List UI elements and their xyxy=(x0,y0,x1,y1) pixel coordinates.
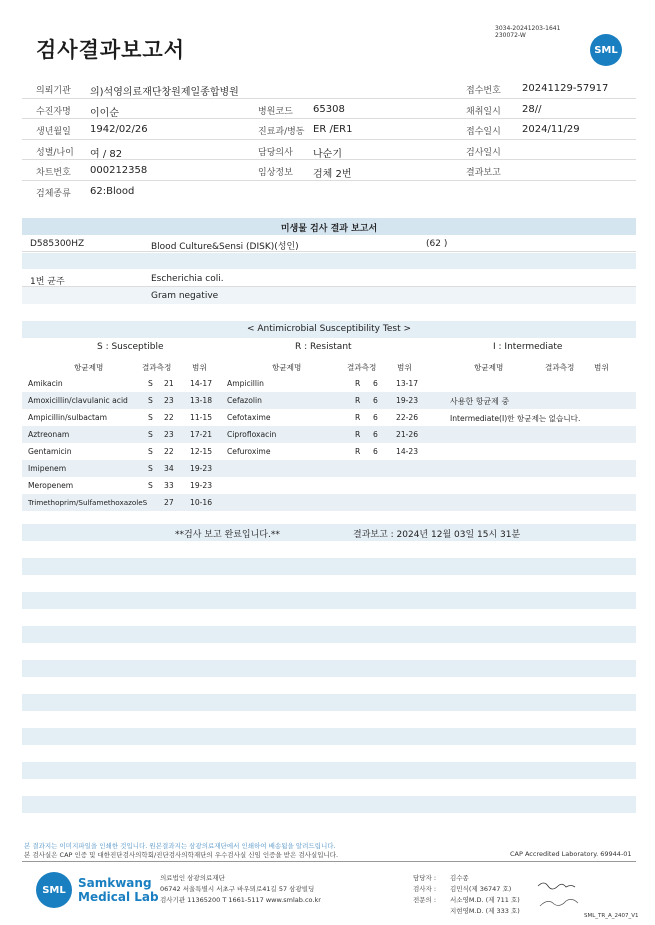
ast-row xyxy=(22,443,636,460)
info-label: 수진자명 xyxy=(36,106,71,117)
footer-divider xyxy=(22,861,636,862)
info-label: 병원코드 xyxy=(258,106,293,117)
report-title: 검사결과보고서 xyxy=(36,38,186,62)
drug-range: 13-18 xyxy=(190,396,213,405)
drug-name: Ampicillin/sulbactam xyxy=(28,413,108,422)
drug-range: 21-26 xyxy=(396,430,419,439)
ast-row xyxy=(22,392,636,409)
info-label: 차트번호 xyxy=(36,168,71,178)
gram-stain: Gram negative xyxy=(151,291,219,301)
info-label: 성별/나이 xyxy=(36,147,74,158)
blank-bar xyxy=(22,728,636,745)
col-header-range: 범위 xyxy=(397,363,412,372)
drug-name: Cefazolin xyxy=(227,396,262,405)
drug-value: 21 xyxy=(164,379,174,388)
section-title: 미생물 검사 결과 보고서 xyxy=(280,224,378,234)
blank-bar xyxy=(22,694,636,711)
section-header-bar xyxy=(22,218,636,235)
brand-line-2: Medical Lab xyxy=(78,890,159,904)
ast-row xyxy=(22,494,636,511)
info-label: 생년월일 xyxy=(36,127,71,137)
info-value: 1942/02/26 xyxy=(90,124,148,135)
drug-name: Trimethoprim/SulfamethoxazoleS xyxy=(28,498,148,507)
info-value: 이이순 xyxy=(90,107,119,119)
drug-range: 19-23 xyxy=(190,481,213,490)
drug-name: Aztreonam xyxy=(28,430,70,439)
drug-value: 27 xyxy=(164,498,174,507)
ast-row xyxy=(22,426,636,443)
drug-name: Cefotaxime xyxy=(227,413,271,422)
info-value: 000212358 xyxy=(90,165,148,176)
blank-bar xyxy=(22,592,636,609)
test-name: Blood Culture&Sensi (DISK)(성인) xyxy=(151,242,299,252)
ast-row xyxy=(22,375,636,392)
org-contact: 검사기관 11365200 T 1661-5117 www.smlab.co.kr xyxy=(160,896,321,904)
drug-name: Meropenem xyxy=(28,481,74,490)
col-header-drug: 항균제명 xyxy=(474,363,504,372)
staff-role: 담당자 : xyxy=(413,874,437,882)
sml-logo-icon: SML xyxy=(590,34,622,66)
blank-bar xyxy=(22,660,636,677)
info-value: 2024/11/29 xyxy=(522,124,580,135)
drug-range: 13-17 xyxy=(396,379,419,388)
test-number: (62 ) xyxy=(426,239,448,249)
intermediate-note-2: Intermediate(I)한 항균제는 없습니다. xyxy=(450,414,581,423)
drug-value: 22 xyxy=(164,447,174,456)
col-header-result: 결과측정 xyxy=(545,363,575,372)
report-time: 결과보고 : 2024년 12월 03일 15시 31분 xyxy=(353,530,521,540)
info-value: 나순기 xyxy=(313,148,342,160)
legend-intermediate: I : Intermediate xyxy=(493,342,563,352)
drug-range: 19-23 xyxy=(190,464,213,473)
col-header-result: 결과측정 xyxy=(347,363,377,372)
ast-header-row xyxy=(22,358,636,375)
info-value: ER /ER1 xyxy=(313,124,353,135)
drug-result: S xyxy=(148,396,153,405)
col-header-range: 범위 xyxy=(594,363,609,372)
drug-range: 22-26 xyxy=(396,413,419,422)
drug-range: 10-16 xyxy=(190,498,213,507)
drug-name: Cefuroxime xyxy=(227,447,271,456)
ast-row xyxy=(22,460,636,477)
info-value: 의)석영의료재단창원제일종합병원 xyxy=(90,87,239,98)
drug-value: 6 xyxy=(373,447,378,456)
info-label: 채취일시 xyxy=(466,106,501,117)
organism-name: Escherichia coli. xyxy=(151,274,224,284)
drug-range: 19-23 xyxy=(396,396,419,405)
info-value: 65308 xyxy=(313,103,345,115)
info-row xyxy=(22,78,636,99)
drug-value: 33 xyxy=(164,481,174,490)
staff-name: 김민식(제 36747 호) xyxy=(450,885,512,893)
drug-result: R xyxy=(355,413,361,422)
drug-value: 6 xyxy=(373,396,378,405)
legend-susceptible: S : Susceptible xyxy=(97,342,164,352)
test-row xyxy=(22,235,636,252)
info-row xyxy=(22,160,636,181)
col-header-range: 범위 xyxy=(192,363,207,372)
drug-result: R xyxy=(355,379,361,388)
blank-bar xyxy=(22,253,636,269)
info-label: 검체종류 xyxy=(36,188,71,199)
col-header-drug: 항균제명 xyxy=(74,363,104,372)
blank-bar xyxy=(22,558,636,575)
drug-name: Ampicillin xyxy=(227,379,264,388)
patient-info-table xyxy=(22,78,636,201)
info-label: 진료과/병동 xyxy=(258,127,305,137)
doc-code-line-1: 3034-20241203-1641 xyxy=(495,25,561,32)
sml-footer-logo-icon: SML xyxy=(36,872,72,908)
drug-range: 11-15 xyxy=(190,413,213,422)
drug-value: 23 xyxy=(164,430,174,439)
drug-result: S xyxy=(148,379,153,388)
info-row xyxy=(22,140,636,161)
drug-name: Amikacin xyxy=(28,379,63,388)
test-code: D585300HZ xyxy=(30,239,85,249)
blank-bar xyxy=(22,796,636,813)
drug-value: 23 xyxy=(164,396,174,405)
ast-row xyxy=(22,477,636,494)
blank-bar xyxy=(22,626,636,643)
drug-value: 6 xyxy=(373,379,378,388)
info-label: 의뢰기관 xyxy=(36,86,71,96)
signature-image xyxy=(535,878,595,912)
form-code: SML_TR_A_2407_V1 xyxy=(584,913,639,919)
drug-result: R xyxy=(355,447,361,456)
info-label: 접수번호 xyxy=(466,86,501,96)
staff-name: 서소영M.D. (제 711 호) xyxy=(450,896,520,904)
info-value: 20241129-57917 xyxy=(522,83,609,94)
drug-range: 14-17 xyxy=(190,379,213,388)
drug-value: 34 xyxy=(164,464,174,473)
ast-title-bar xyxy=(22,321,636,338)
info-label: 결과보고 xyxy=(466,168,501,178)
drug-value: 6 xyxy=(373,430,378,439)
drug-range: 14-23 xyxy=(396,447,419,456)
footer-notice-1: 본 결과지는 이미지파일을 인쇄한 것입니다. 원본결과지는 삼광의료재단에서 인쇄하여 배송됨을 알려드립니다. xyxy=(24,842,336,850)
drug-result: R xyxy=(355,396,361,405)
drug-name: Amoxicillin/clavulanic acid xyxy=(28,396,128,405)
cap-accreditation: CAP Accredited Laboratory. 69944-01 xyxy=(510,850,632,858)
info-row xyxy=(22,119,636,140)
col-header-drug: 항균제명 xyxy=(272,363,302,372)
drug-result: S xyxy=(148,430,153,439)
org-address: 06742 서울특별시 서초구 바우뫼로41길 57 삼광빌딩 xyxy=(160,885,315,893)
doc-code-line-2: 230072-W xyxy=(495,32,526,39)
info-label: 담당의사 xyxy=(258,147,293,158)
ast-row xyxy=(22,409,636,426)
info-row xyxy=(22,181,636,202)
organism-label: 1번 균주 xyxy=(30,277,65,287)
info-value: 28// xyxy=(522,103,542,115)
drug-name: Ciprofloxacin xyxy=(227,430,277,439)
drug-range: 12-15 xyxy=(190,447,213,456)
info-label: 검사일시 xyxy=(466,147,501,158)
staff-name: 김수종 xyxy=(450,874,469,882)
drug-result: S xyxy=(148,413,153,422)
info-row xyxy=(22,99,636,120)
drug-name: Gentamicin xyxy=(28,447,72,456)
organism-row xyxy=(22,270,636,287)
info-value: 검체 2번 xyxy=(313,169,352,180)
legend-resistant: R : Resistant xyxy=(295,342,352,352)
completion-text: **검사 보고 완료입니다.** xyxy=(175,530,280,540)
drug-result: R xyxy=(355,430,361,439)
drug-result: S xyxy=(148,447,153,456)
gram-row xyxy=(22,287,636,304)
info-label: 접수일시 xyxy=(466,127,501,137)
org-name: 의료법인 삼광의료재단 xyxy=(160,874,225,882)
staff-role: 검사자 : xyxy=(413,885,437,893)
completion-bar xyxy=(22,524,636,541)
brand-name xyxy=(78,876,159,904)
info-value: 여 / 82 xyxy=(90,148,123,160)
info-value: 62:Blood xyxy=(90,185,135,197)
staff-name: 지현영M.D. (제 333 호) xyxy=(450,907,520,915)
brand-line-1: Samkwang xyxy=(78,876,152,890)
drug-range: 17-21 xyxy=(190,430,213,439)
drug-result: S xyxy=(148,464,153,473)
col-header-result: 결과측정 xyxy=(142,363,172,372)
blank-bar xyxy=(22,762,636,779)
footer-notice-2: 본 검사실은 CAP 인증 및 대한진단검사의학회/진단검사의학재단의 우수검사실 신임 인증을 받은 검사실입니다. xyxy=(24,851,339,859)
intermediate-note-1: 사용한 항균제 중 xyxy=(450,397,510,406)
doc-code xyxy=(495,25,560,39)
drug-value: 22 xyxy=(164,413,174,422)
drug-result: S xyxy=(148,481,153,490)
drug-value: 6 xyxy=(373,413,378,422)
info-label: 임상정보 xyxy=(258,168,293,178)
staff-role: 전문의 : xyxy=(413,896,437,904)
drug-name: Imipenem xyxy=(28,464,67,473)
ast-title: < Antimicrobial Susceptibility Test > xyxy=(247,324,411,334)
